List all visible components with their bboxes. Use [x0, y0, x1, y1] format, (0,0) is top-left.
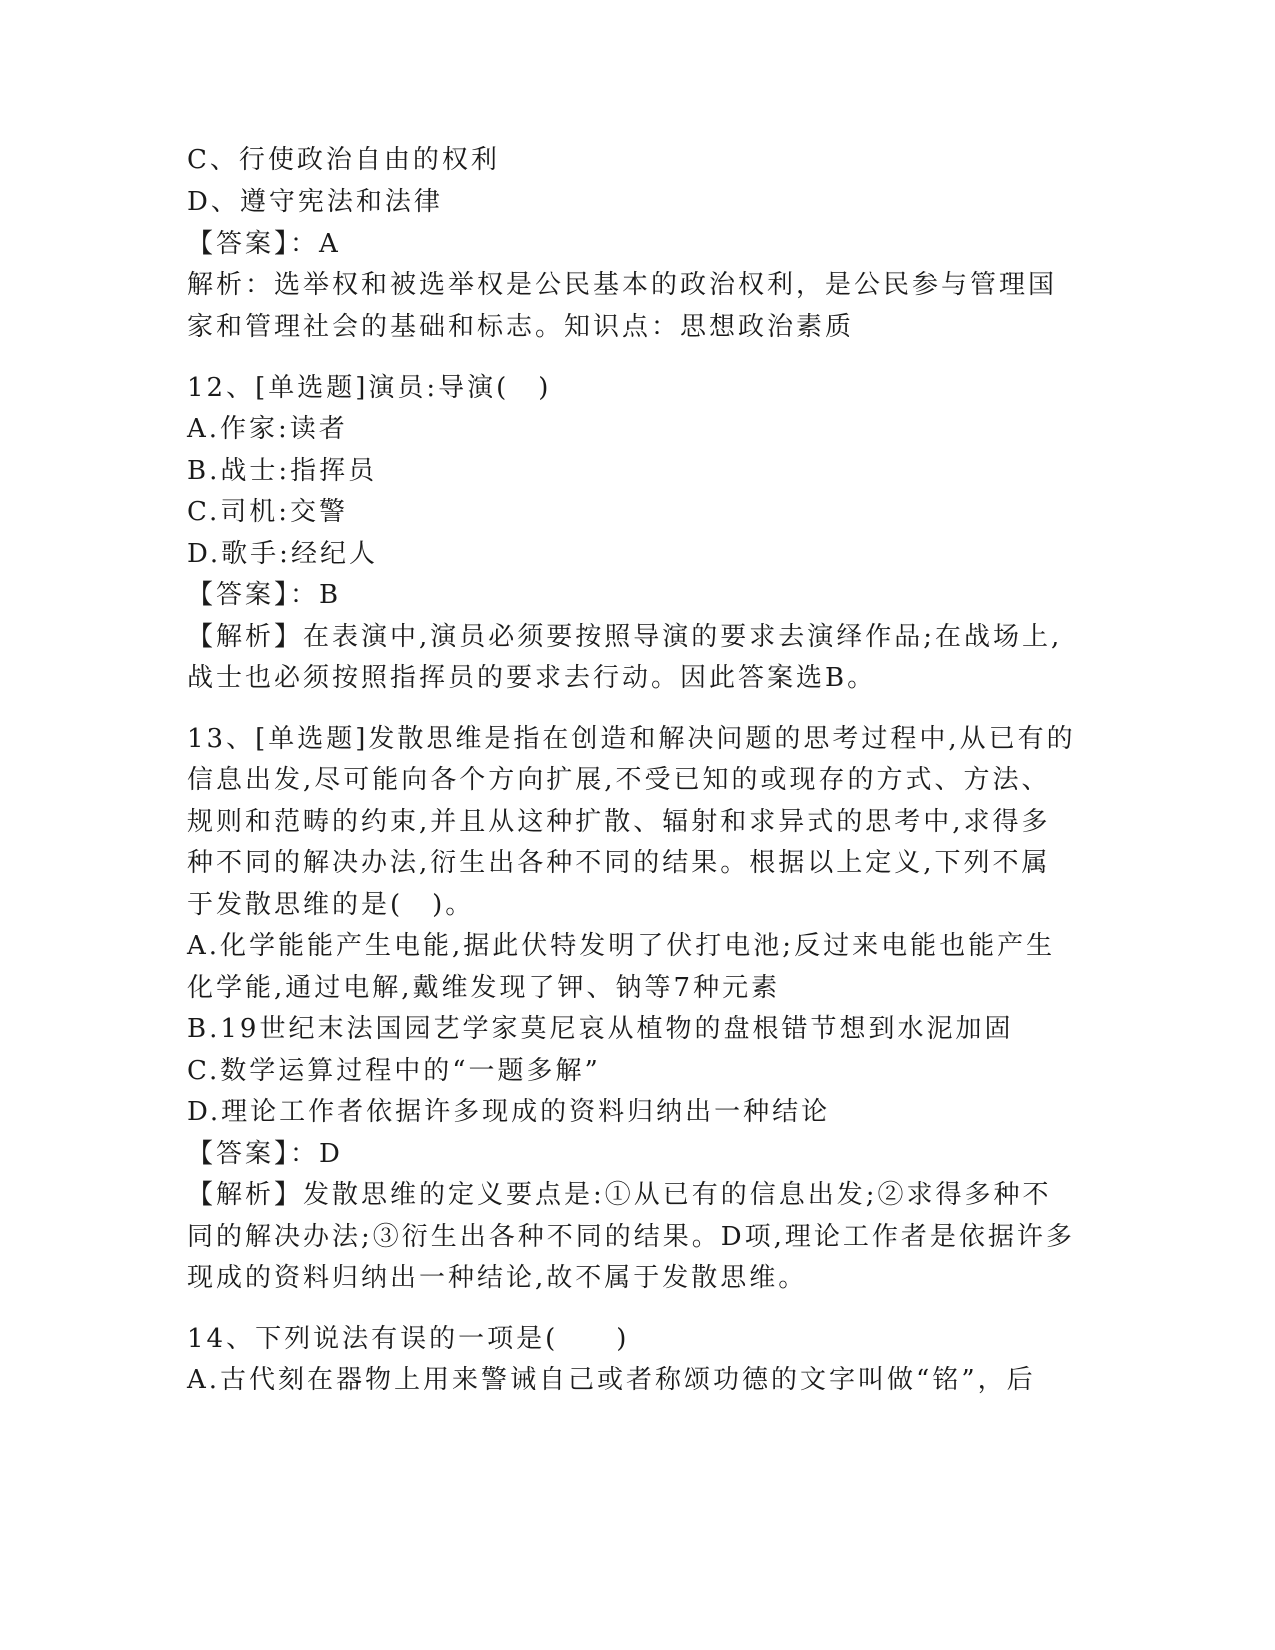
q11-analysis-line-2: 家和管理社会的基础和标志。知识点：思想政治素质 [187, 312, 855, 342]
q12-option-a: A.作家:读者 [187, 414, 348, 444]
q11-option-c: C、行使政治自由的权利 [187, 145, 500, 175]
q13-question-line-1: 13、[单选题]发散思维是指在创造和解决问题的思考过程中,从已有的 [187, 724, 1076, 754]
q13-option-b: B.19世纪末法国园艺学家莫尼哀从植物的盘根错节想到水泥加固 [187, 1014, 1014, 1044]
q12-question: 12、[单选题]演员:导演( ) [187, 373, 552, 403]
q13-analysis-line-3: 现成的资料归纳出一种结论,故不属于发散思维。 [187, 1263, 808, 1293]
q11-option-d: D、遵守宪法和法律 [187, 187, 443, 217]
q13-answer: 【答案】：D [187, 1139, 343, 1169]
q12-option-d: D.歌手:经纪人 [187, 539, 378, 569]
q13-analysis-line-2: 同的解决办法;③衍生出各种不同的结果。D项,理论工作者是依据许多 [187, 1222, 1075, 1252]
q12-option-b: B.战士:指挥员 [187, 456, 378, 486]
q13-question-line-2: 信息出发,尽可能向各个方向扩展,不受已知的或现存的方式、方法、 [187, 765, 1051, 795]
q13-analysis-line-1: 【解析】发散思维的定义要点是:①从已有的信息出发;②求得多种不 [187, 1180, 1052, 1210]
q14-question: 14、下列说法有误的一项是( ) [187, 1324, 630, 1354]
q13-question-line-4: 种不同的解决办法,衍生出各种不同的结果。根据以上定义,下列不属 [187, 848, 1051, 878]
q13-option-d: D.理论工作者依据许多现成的资料归纳出一种结论 [187, 1097, 831, 1127]
q13-question-line-3: 规则和范畴的约束,并且从这种扩散、辐射和求异式的思考中,求得多 [187, 807, 1051, 837]
q11-analysis-line-1: 解析：选举权和被选举权是公民基本的政治权利，是公民参与管理国 [187, 270, 1058, 300]
q13-option-a-line-1: A.化学能能产生电能,据此伏特发明了伏打电池;反过来电能也能产生 [187, 931, 1056, 961]
q12-analysis-line-2: 战士也必须按照指挥员的要求去行动。因此答案选B。 [187, 663, 877, 693]
q12-analysis-line-1: 【解析】在表演中,演员必须要按照导演的要求去演绎作品;在战场上, [187, 622, 1063, 652]
q12-option-c: C.司机:交警 [187, 497, 348, 527]
q11-answer: 【答案】：A [187, 229, 341, 259]
q13-option-c: C.数学运算过程中的“一题多解” [187, 1056, 601, 1086]
q13-option-a-line-2: 化学能,通过电解,戴维发现了钾、钠等7种元素 [187, 973, 781, 1003]
q12-answer: 【答案】：B [187, 580, 342, 610]
q13-question-line-5: 于发散思维的是( )。 [187, 890, 475, 920]
q14-option-a-partial: A.古代刻在器物上用来警诫自己或者称颂功德的文字叫做“铭”，后 [187, 1365, 1036, 1395]
